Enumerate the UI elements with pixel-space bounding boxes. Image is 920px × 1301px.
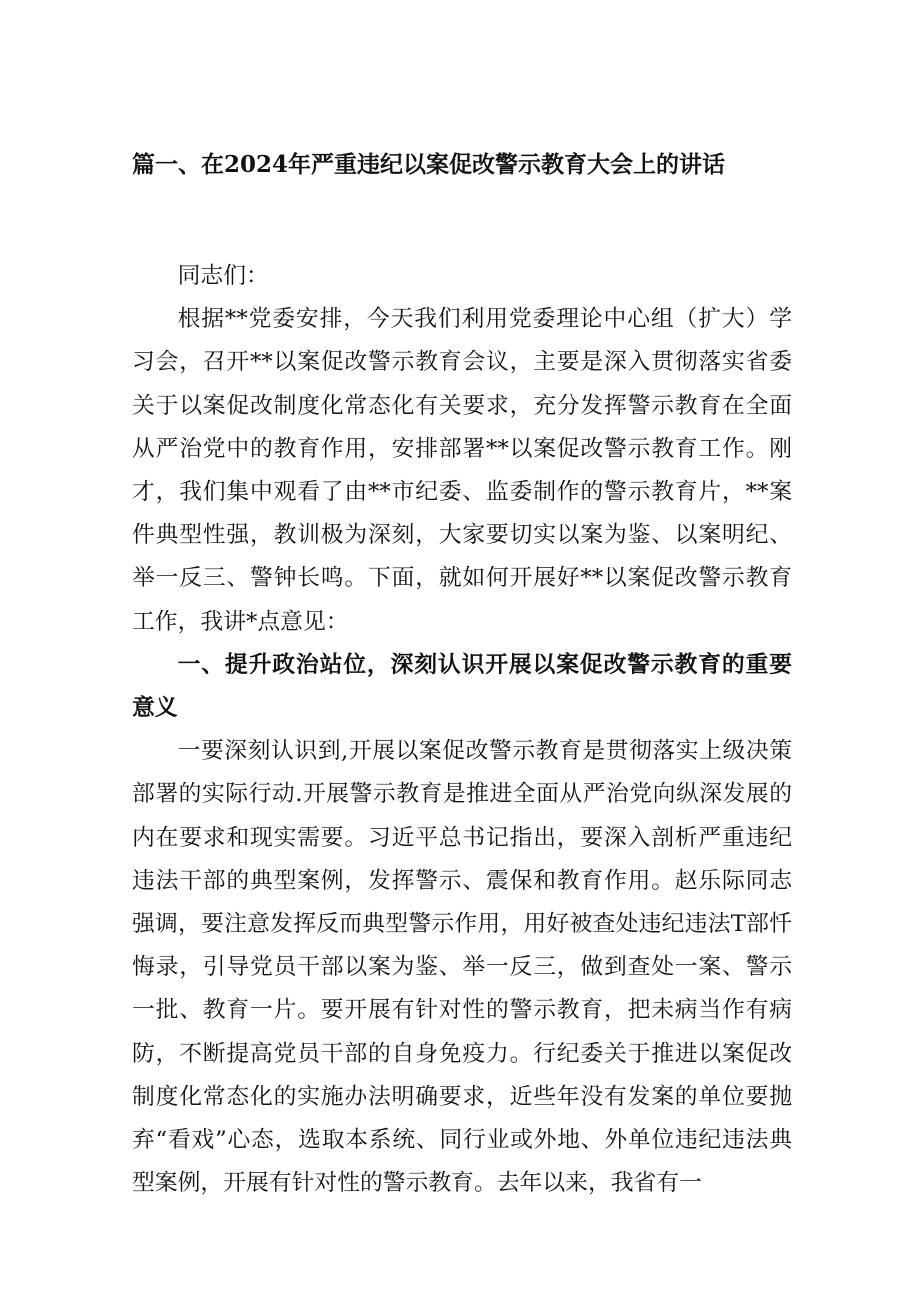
paragraph: 一要深刻认识到,开展以案促改警示教育是贯彻落实上级决策部署的实际行动.开展警示教育是推进全面从严治党向纵深发展的内在要求和现实需要。习近平总书记指出，要深入剖析严重违纪违法干部的典型案例，发挥警示、震保和教育作用。赵乐际同志强调，要注意发挥反而典型警示作用，用好被查处违纪违法T部忏悔录，引导党员干部以案为鉴、举一反三，做到查处一案、警示一批、教育一片。要开展有针对性的警示教育，把未病当作有病防，不断提高党员干部的自身免疫力。行纪委关于推进以案促改制度化常态化的实施办法明确要求，近些年没有发案的单位要抛弃“看戏”心态，选取本系统、同行业或外地、外单位违纪违法典型案例，开展有针对性的警示教育。去年以来，我省有一 xyxy=(132,738,792,1197)
section-heading: 一、提升政治站位，深刻认识开展以案促改警示教育的重要意义 xyxy=(132,651,792,722)
salutation: 同志们： xyxy=(177,263,269,289)
paragraph: 根据**党委安排，今天我们利用党委理论中心组（扩大）学习会，召开**以案促改警示教育会议，主要是深入贯彻落实省委关于以案促改制度化常态化有关要求，充分发挥警示教育在全面从严治党中的教育作用，安排部署**以案促改警示教育工作。刚才，我们集中观看了由**市纪委、监委制作的警示教育片，**案件典型性强，教训极为深刻，大家要切实以案为鉴、以案明纪、举一反三、警钟长鸣。下面，就如何开展好**以案促改警示教育工作，我讲*点意见： xyxy=(132,306,792,635)
document-title: 篇一、在2024年严重违纪以案促改警示教育大会上的讲话 xyxy=(132,151,726,178)
document-body xyxy=(132,255,792,1205)
